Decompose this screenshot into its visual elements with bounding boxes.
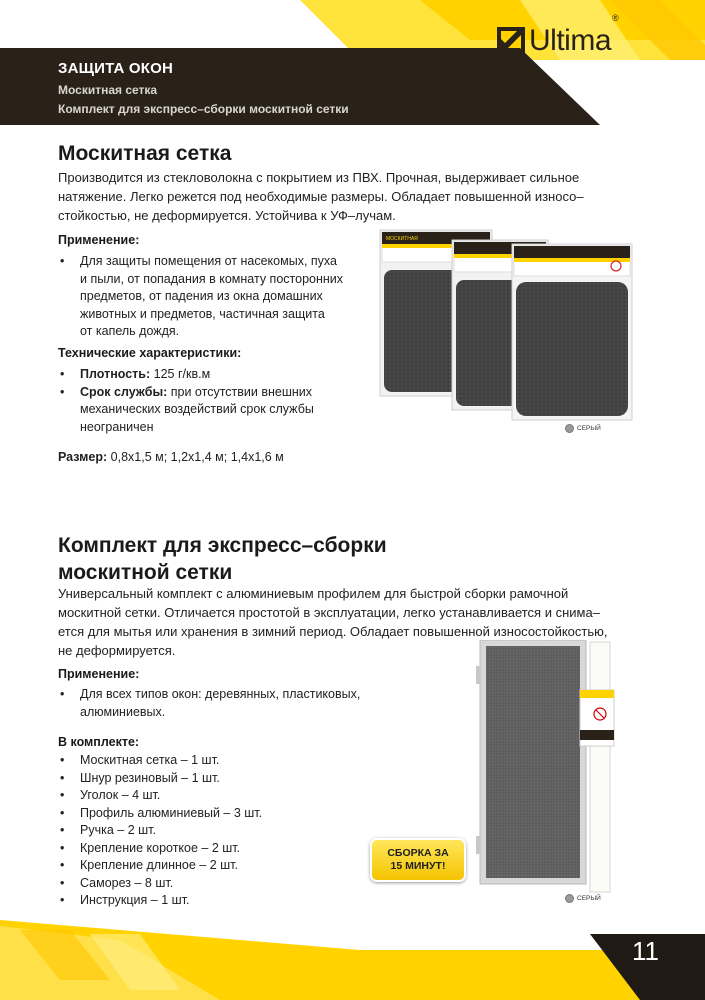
color-dot-icon: [565, 424, 574, 433]
list-item: • Крепление длинное – 2 шт.: [58, 857, 358, 875]
package-label-line1: МОСКИТНАЯ: [386, 236, 418, 242]
list-item: • Для защиты помещения от насекомых, пуха и пыли, от попадания в комнату посторонних предметов, от падения из окна домашних животных и предметов, частичная защита от капель дождя.: [58, 253, 378, 341]
frame-kit-image: [476, 640, 616, 896]
section2-kit-heading: В комплекте:: [58, 735, 140, 749]
section1-title: Москитная сетка: [58, 142, 232, 165]
page-number: 11: [632, 936, 659, 966]
section1-usage-list: [58, 253, 378, 341]
bottom-decoration: [0, 920, 705, 1000]
section2-description: Универсальный комплект с алюминиевым профилем для быстрой сборки рамочной москитной сетки. Отличается простотой в эксплуатации, легко устанавливается и снима– ется для мытья или хранения в зимний период. Обладает повышенной износостойкостью, не деформируется.: [58, 586, 608, 658]
brand-name: Ultima®: [529, 13, 619, 57]
section1-description: Производится из стекловолокна с покрытием из ПВХ. Прочная, выдерживает сильное натяжение. Легко режется под необходимые размеры. Обладает повышенной износо– стойкостью, не деформируется. Устойчива к УФ–лучам.: [58, 170, 584, 223]
section1-size: Размер: 0,8х1,5 м; 1,2х1,4 м; 1,4х1,6 м: [58, 450, 284, 464]
section1-tech-heading: Технические характеристики:: [58, 346, 242, 360]
section2-usage-list: [58, 686, 398, 721]
color-dot-icon: [565, 894, 574, 903]
section2-usage-heading: Применение:: [58, 667, 140, 681]
section2-kit-list: [58, 752, 358, 910]
color-swatch: СЕРЫЙ: [565, 424, 601, 433]
section1-tech-list: [58, 366, 378, 436]
section1-usage-heading: Применение:: [58, 233, 140, 247]
header-subtitle-2: Комплект для экспресс–сборки москитной сетки: [58, 102, 349, 116]
header-subtitle: Москитная сетка: [58, 83, 158, 97]
section2-title: Комплект для экспресс–сборки москитной сетки: [58, 534, 387, 584]
assembly-badge: СБОРКА ЗА 15 МИНУТ!: [370, 838, 466, 882]
mesh-package-image: [376, 226, 636, 422]
header: [58, 60, 349, 118]
header-title: ЗАЩИТА ОКОН: [58, 60, 174, 77]
list-item: • Профиль алюминиевый – 3 шт.: [58, 805, 358, 823]
color-swatch: СЕРЫЙ: [565, 894, 601, 903]
list-item: • Москитная сетка – 1 шт.: [58, 752, 358, 770]
list-item: • Инструкция – 1 шт.: [58, 892, 358, 910]
list-item: • Уголок – 4 шт.: [58, 787, 358, 805]
list-item: • Ручка – 2 шт.: [58, 822, 358, 840]
list-item: • Для всех типов окон: деревянных, пластиковых, алюминиевых.: [58, 686, 398, 721]
list-item: • Срок службы: при отсутствии внешних механических воздействий срок службы неограничен: [58, 384, 378, 437]
list-item: • Плотность: 125 г/кв.м: [58, 366, 378, 384]
list-item: • Крепление короткое – 2 шт.: [58, 840, 358, 858]
list-item: • Шнур резиновый – 1 шт.: [58, 770, 358, 788]
list-item: • Саморез – 8 шт.: [58, 875, 358, 893]
